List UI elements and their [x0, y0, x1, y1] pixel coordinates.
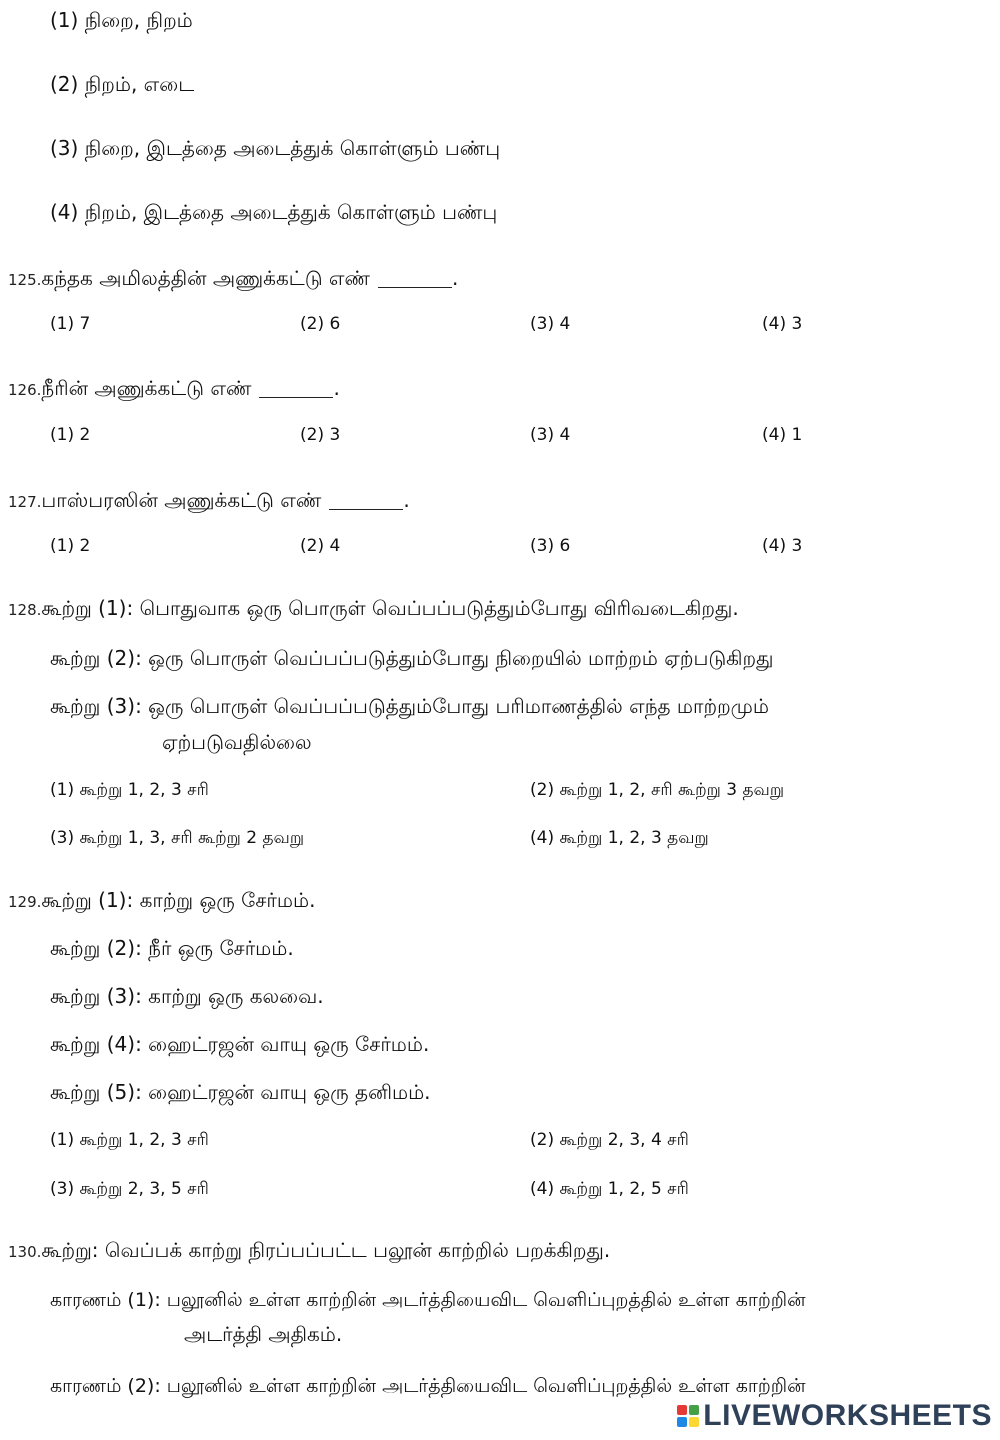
option[interactable]: (2) 4	[300, 536, 341, 556]
option[interactable]: (4) 1	[762, 425, 803, 445]
statement-3-continued: ஏற்படுவதில்லை	[162, 730, 312, 754]
question-125: 125.கந்தக அமிலத்தின் அணுக்கட்டு எண் .	[8, 266, 459, 290]
reason-1-continued: அடர்த்தி அதிகம்.	[184, 1322, 343, 1346]
options-129-row-2	[0, 1175, 1000, 1203]
option[interactable]: (3) கூற்று 1, 3, சரி கூற்று 2 தவறு	[50, 828, 305, 848]
option[interactable]: (1) கூற்று 1, 2, 3 சரி	[50, 780, 209, 800]
option[interactable]: (3) கூற்று 2, 3, 5 சரி	[50, 1179, 209, 1199]
statement-5: கூற்று (5): ஹைட்ரஜன் வாயு ஒரு தனிமம்.	[50, 1080, 431, 1104]
liveworksheets-watermark	[677, 1396, 992, 1436]
option[interactable]: (1) 2	[50, 536, 91, 556]
intro-option-4: (4) நிறம், இடத்தை அடைத்துக் கொள்ளும் பண்பு	[50, 200, 498, 224]
options-127	[0, 532, 1000, 560]
statement-2: கூற்று (2): நீர் ஒரு சேர்மம்.	[50, 936, 294, 960]
question-number: 130.	[8, 1243, 42, 1261]
option[interactable]: (2) கூற்று 2, 3, 4 சரி	[530, 1130, 689, 1150]
options-125	[0, 310, 1000, 338]
statement-2: கூற்று (2): ஒரு பொருள் வெப்பப்படுத்தும்போது நிறையில் மாற்றம் ஏற்படுகிறது	[50, 646, 774, 670]
question-text: பாஸ்பரஸின் அணுக்கட்டு எண்	[41, 488, 322, 512]
statement: கூற்று: வெப்பக் காற்று நிரப்பப்பட்ட பலூன் காற்றில் பறக்கிறது.	[41, 1238, 611, 1262]
option[interactable]: (3) 4	[530, 314, 571, 334]
option[interactable]: (4) கூற்று 1, 2, 3 தவறு	[530, 828, 709, 848]
options-129-row-1	[0, 1126, 1000, 1154]
statement-1: கூற்று (1): காற்று ஒரு சேர்மம்.	[41, 888, 316, 912]
intro-option-1: (1) நிறை, நிறம்	[50, 8, 193, 32]
reason-1: காரணம் (1): பலூனில் உள்ள காற்றின் அடர்த்தியைவிட வெளிப்புறத்தில் உள்ள காற்றின்	[50, 1289, 806, 1311]
liveworksheets-logo-icon	[677, 1405, 699, 1427]
statement-4: கூற்று (4): ஹைட்ரஜன் வாயு ஒரு சேர்மம்.	[50, 1032, 430, 1056]
answer-blank[interactable]	[378, 271, 452, 288]
statement-1: கூற்று (1): பொதுவாக ஒரு பொருள் வெப்பப்படுத்தும்போது விரிவடைகிறது.	[41, 596, 739, 620]
statement-3: கூற்று (3): ஒரு பொருள் வெப்பப்படுத்தும்போது பரிமாணத்தில் எந்த மாற்றமும்	[50, 694, 769, 718]
option[interactable]: (4) கூற்று 1, 2, 5 சரி	[530, 1179, 689, 1199]
answer-blank[interactable]	[259, 381, 333, 398]
question-text: கந்தக அமிலத்தின் அணுக்கட்டு எண்	[41, 266, 370, 290]
question-129	[8, 886, 315, 916]
answer-blank[interactable]	[329, 493, 403, 510]
question-number: 129.	[8, 893, 42, 911]
question-number: 128.	[8, 601, 42, 619]
watermark-text: LIVEWORKSHEETS	[703, 1399, 992, 1432]
option[interactable]: (2) 3	[300, 425, 341, 445]
option[interactable]: (2) கூற்று 1, 2, சரி கூற்று 3 தவறு	[530, 780, 785, 800]
statement-3: கூற்று (3): காற்று ஒரு கலவை.	[50, 984, 324, 1008]
option[interactable]: (3) 4	[530, 425, 571, 445]
intro-option-2: (2) நிறம், எடை	[50, 72, 195, 96]
question-number: 125.	[8, 271, 42, 289]
option[interactable]: (1) 2	[50, 425, 91, 445]
intro-option-3: (3) நிறை, இடத்தை அடைத்துக் கொள்ளும் பண்பு	[50, 136, 501, 160]
question-126: 126.நீரின் அணுக்கட்டு எண் .	[8, 376, 340, 400]
option[interactable]: (2) 6	[300, 314, 341, 334]
option[interactable]: (3) 6	[530, 536, 571, 556]
question-130	[8, 1236, 610, 1266]
question-127: 127.பாஸ்பரஸின் அணுக்கட்டு எண் .	[8, 488, 410, 512]
options-128-row-2	[0, 824, 1000, 852]
question-128	[8, 594, 739, 624]
options-126	[0, 421, 1000, 449]
reason-2: காரணம் (2): பலூனில் உள்ள காற்றின் அடர்த்தியைவிட வெளிப்புறத்தில் உள்ள காற்றின்	[50, 1375, 806, 1397]
option[interactable]: (1) கூற்று 1, 2, 3 சரி	[50, 1130, 209, 1150]
question-number: 127.	[8, 493, 42, 511]
question-text: நீரின் அணுக்கட்டு எண்	[41, 376, 252, 400]
options-128-row-1	[0, 776, 1000, 804]
option[interactable]: (4) 3	[762, 314, 803, 334]
option[interactable]: (1) 7	[50, 314, 91, 334]
question-number: 126.	[8, 381, 42, 399]
option[interactable]: (4) 3	[762, 536, 803, 556]
